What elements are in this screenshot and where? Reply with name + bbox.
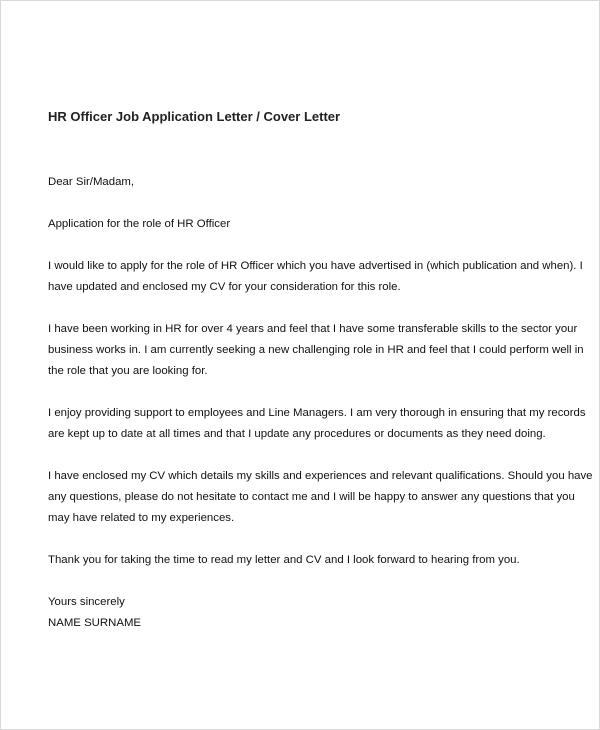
paragraph-line: have updated and enclosed my CV for your consideration for this role. (48, 281, 401, 293)
letter-body (48, 172, 593, 634)
paragraph-line: Thank you for taking the time to read my letter and CV and I look forward to hearing from you. (48, 554, 520, 566)
subject-text: Application for the role of HR Officer (48, 218, 231, 230)
document-title: HR Officer Job Application Letter / Cover Letter (48, 109, 341, 124)
paragraph (48, 256, 593, 298)
paragraphs (48, 256, 593, 571)
paragraph-line: any questions, please do not hesitate to contact me and I will be happy to answer any questions that you (48, 491, 575, 503)
paragraph-line: are kept up to date at all times and that I update any procedures or documents as they need doing. (48, 428, 546, 440)
salutation (48, 172, 593, 193)
paragraph (48, 550, 593, 571)
paragraph-line: I have been working in HR for over 4 years and feel that I have some transferable skills to the sector your (48, 323, 578, 335)
paragraph (48, 319, 593, 382)
paragraph-line: I would like to apply for the role of HR Officer which you have advertised in (which publication and when). I (48, 260, 583, 272)
subject-line (48, 214, 593, 235)
paragraph-line: business works in. I am currently seeking a new challenging role in HR and feel that I could perform well in (48, 344, 584, 356)
paragraph-line: the role that you are looking for. (48, 365, 208, 377)
paragraph-line: may have related to my experiences. (48, 512, 235, 524)
paragraph (48, 403, 593, 445)
paragraph-line: I enjoy providing support to employees and Line Managers. I am very thorough in ensuring that my records (48, 407, 586, 419)
paragraph (48, 466, 593, 529)
signature-name: NAME SURNAME (48, 617, 142, 629)
closing-block (48, 592, 593, 634)
paragraph-line: I have enclosed my CV which details my skills and experiences and relevant qualifications. Should you have (48, 470, 593, 482)
salutation-text: Dear Sir/Madam, (48, 176, 135, 188)
closing-text: Yours sincerely (48, 596, 125, 608)
